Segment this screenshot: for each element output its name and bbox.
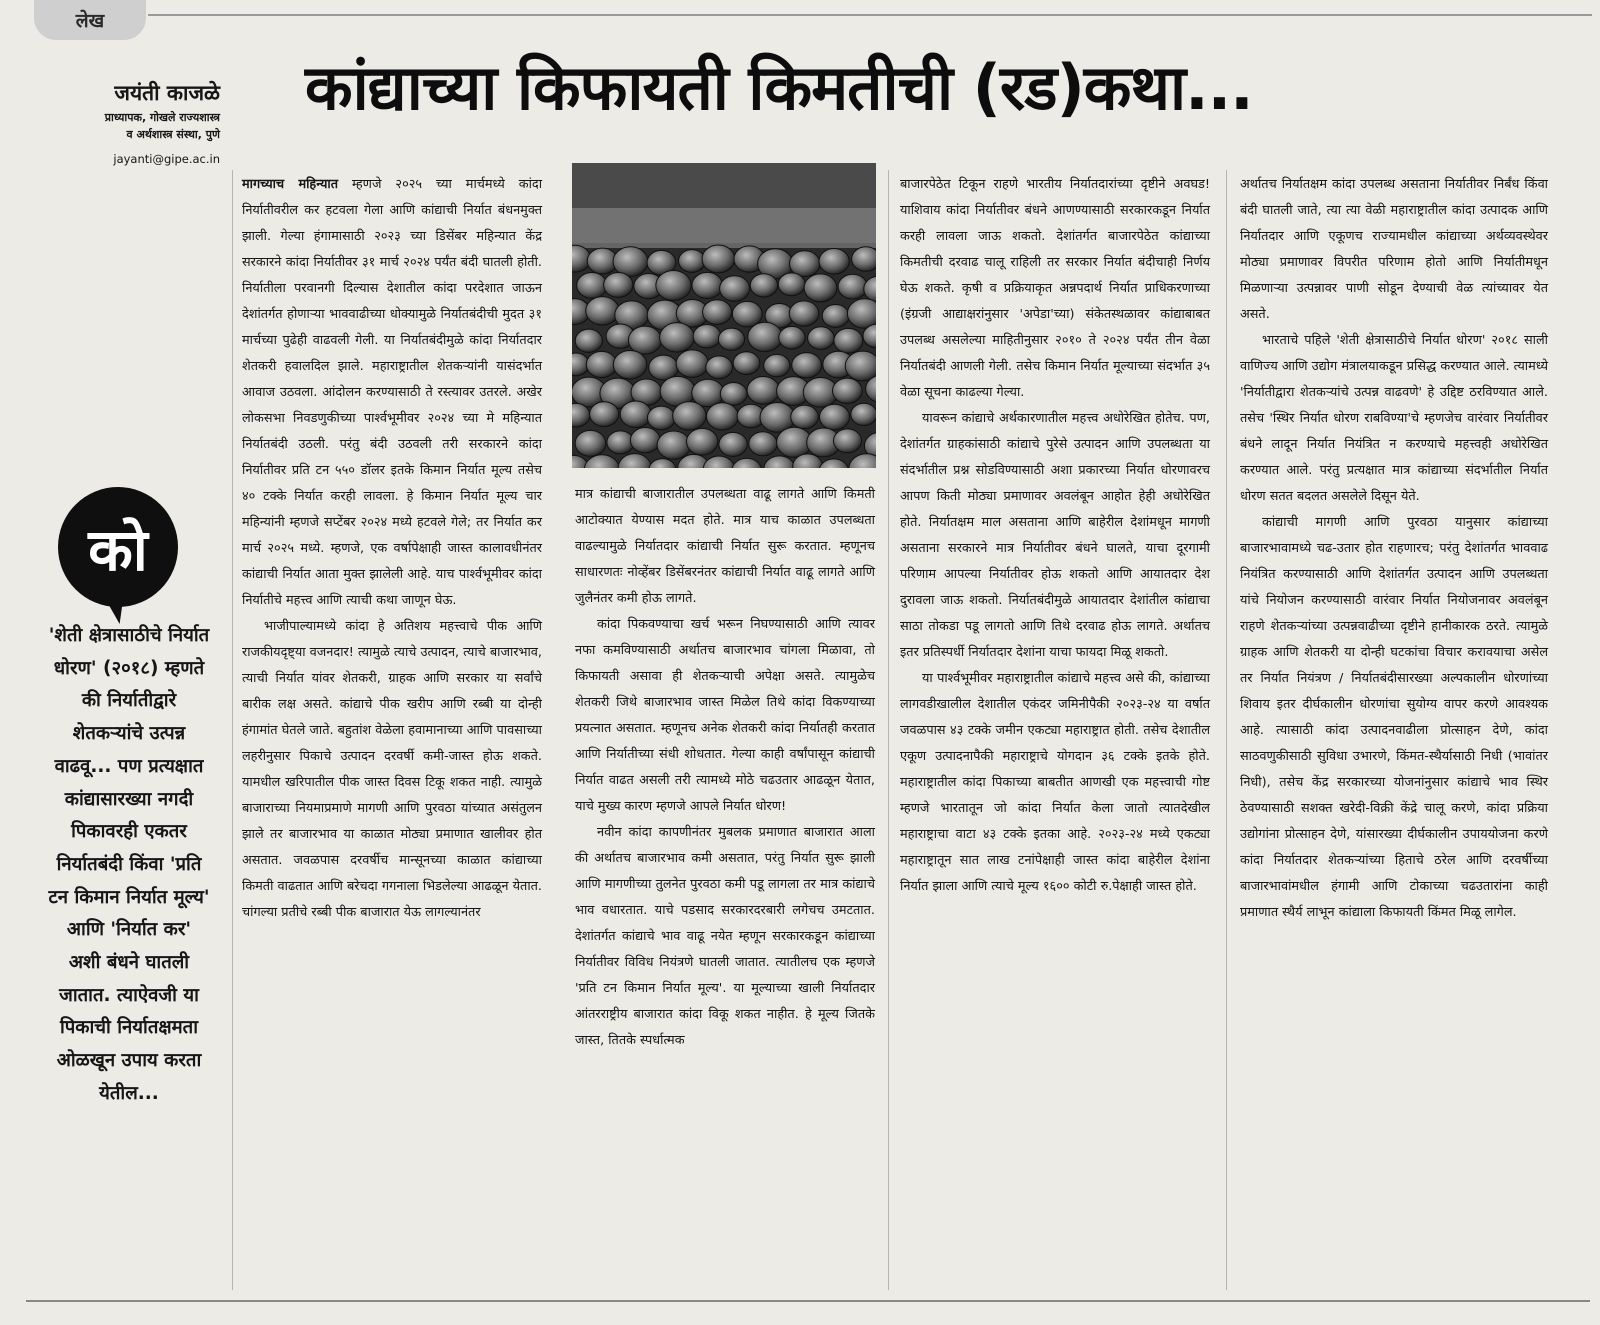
article-column-3 (900, 172, 1210, 900)
article-column-4 (1240, 172, 1548, 926)
onion (834, 328, 863, 353)
pull-quote: 'शेती क्षेत्रासाठीचे निर्यात धोरण' (२०१८) म्हणते की निर्यातीद्वारे शेतकऱ्यांचे उत्पन्न वाढवू... पण प्रत्यक्षात कांद्यासारख्या नगदी पिकावरही एकतर निर्यातबंदी किंवा 'प्रति टन किमान निर्यात मूल्य' आणि 'निर्यात कर' अशी बंधने घातली जातात. त्याऐवजी या पिकाची निर्यातक्षमता ओळखून उपाय करता येतील... (48, 625, 210, 1104)
onion (845, 351, 876, 381)
author-block (60, 80, 220, 167)
onion (720, 382, 747, 405)
column-divider (1226, 170, 1227, 1290)
onion (706, 356, 733, 379)
onion (733, 352, 760, 375)
paragraph: अर्थातच निर्यातक्षम कांदा उपलब्ध असताना निर्यातीवर निर्बंध किंवा बंदी घातली जाते, त्या त्या वेळी महाराष्ट्रातील कांदा उत्पादक आणि निर्यातदार आणि एकूणच राज्यामधील कांद्याच्या अर्थव्यवस्थेवर मोठ्या प्रमाणावर विपरीत परिणाम होतो आणि निर्यातीमधून मिळणाऱ्या उत्पन्नावर पाणी सोडून देण्याची वेळ त्यांच्यावर येत असते. (1240, 177, 1548, 322)
onion (676, 350, 708, 378)
speech-bubble-tail (96, 590, 125, 624)
paragraph: भाजीपाल्यामध्ये कांदा हे अतिशय महत्त्वाचे पीक आणि राजकीयदृष्ट्या वजनदार! त्यामुळे त्याचे उत्पादन, त्याचे बाजारभाव, त्याची निर्यात यांवर शेतकरी, ग्राहक आणि सरकार या सर्वांचे बारीक लक्ष असते. कांद्याचे पीक खरीप आणि रब्बी या दोन्ही हंगामांत घेतले जाते. बहुतांश वेळेला हवामानाच्या आणि पावसाच्या लहरीनुसार पिकाचे उत्पादन दरवर्षी कमी-जास्त होऊ शकते. यामधील खरिपातील पीक जास्त दिवस टिकू शकत नाही. त्यामुळे बाजाराच्या नियमाप्रमाणे मागणी आणि पुरवठा यांच्यात असंतुलन झाले तर बाजारभाव या काळात मोठ्या प्रमाणात खालीवर होत असतात. जवळपास दरवर्षीच मान्सूनच्या काळात कांद्याच्या किमती वाढतात आणि बरेचदा गगनाला भिडलेल्या आढळून येतात. चांगल्या प्रतीचे रब्बी पीक बाजारात येऊ लागल्यानंतर (242, 619, 542, 920)
onion (819, 404, 849, 430)
onion (604, 272, 633, 297)
onion (613, 350, 647, 379)
onion (647, 406, 675, 430)
paragraph: बाजारपेठेत टिकून राहणे भारतीय निर्यातदारांच्या दृष्टीने अवघड! याशिवाय कांदा निर्यातीवर बंधने आणण्यासाठी सरकारकडून निर्यात करही लावला जाऊ शकतो. देशांतर्गत बाजारपेठेत कांद्याच्या किमतीची दरवाढ चालू राहिली तर सरकार निर्यात बंदीचाही निर्णय घेऊ शकते. कृषी व प्रक्रियाकृत अन्नपदार्थ निर्यात प्राधिकरणाच्या (इंग्रजी आद्याक्षरांनुसार 'अपेडा'च्या) संकेतस्थळावर कांद्याबाबत उपलब्ध असलेल्या माहितीनुसार २०१० ते २०२४ पर्यंत तीन वेळा निर्यातबंदी आणली गेली. तसेच किमान निर्यात मूल्याच्या संदर्भात ३५ वेळा सूचना काढल्या गेल्या. (900, 177, 1210, 400)
onion (808, 327, 835, 350)
paragraph: यावरून कांद्याचे अर्थकारणातील महत्त्व अधोरेखित होतेच. पण, देशांतर्गत ग्राहकांसाठी कांद्याचे पुरेसे उत्पादन आणि उपलब्धता या संदर्भातील प्रश्न सोडविण्यासाठी अशा प्रकारच्या निर्यात धोरणावरच आपण किती मोठ्या प्रमाणावर अवलंबून आहोत हेही अधोरेखित होते. निर्यातक्षम माल असताना आणि बाहेरील देशांमधून मागणी असताना सरकारने मात्र निर्यातीवर बंधने घालते, याचा दूरगामी परिणाम आपल्या निर्यातीवर होऊ शकतो आणि आयातदार देश दुरावला जाऊ शकतो. निर्यातबंदीमुळे आयातदार देशांतील कांद्याचा साठा तोकडा पडू लागतो आणि तिथे दरवाढ होऊ लागते. अर्थातच इतर प्रतिस्पर्धी निर्यातदार देशांना याचा फायदा मिळू शकतो. (900, 411, 1210, 660)
onion (575, 329, 602, 352)
column-divider (888, 170, 889, 1290)
paragraph: नवीन कांदा कापणीनंतर मुबलक प्रमाणात बाजारात आला की अर्थातच बाजारभाव कमी असतात, परंतु निर्यात सुरू झाली आणि मागणीच्या तुलनेत पुरवठा कमी पडू लागला तर मात्र कांद्याचे भाव वधारतात. याचे पडसाद सरकारदरबारी लगेचच उमटतात. देशांतर्गत कांद्याचे भाव वाढू नयेत म्हणून सरकारकडून कांद्याच्या निर्यातीवर विविध नियंत्रणे घातली जातात. त्यातीलच एक म्हणजे 'प्रति टन किमान निर्यात मूल्य'. या मूल्याच्या खाली निर्यातदार आंतरराष्ट्रीय बाजारात कांदा विकू शकत नाहीत. हे मूल्य जितके जास्त, तितके स्पर्धात्मक (575, 825, 875, 1048)
onion (657, 431, 690, 459)
top-rule (148, 14, 1592, 16)
onion (586, 297, 619, 325)
onion (660, 323, 695, 352)
author-name: जयंती काजळे (114, 81, 220, 105)
onion (819, 248, 849, 274)
onion (832, 378, 862, 403)
onion (851, 403, 876, 425)
author-title-line2: व अर्थशास्त्र संस्था, पुणे (126, 128, 220, 141)
article-column-1 (242, 172, 542, 926)
onion (847, 299, 876, 329)
onion (607, 431, 634, 454)
section-tab: लेख (34, 0, 146, 40)
onion (590, 402, 619, 427)
onion (791, 405, 819, 428)
headline: कांद्याच्या किफायती किमतीची (रड)कथा... (305, 51, 1253, 124)
onion (720, 276, 750, 302)
onion (586, 351, 617, 377)
onion (693, 324, 721, 348)
onion (764, 354, 790, 376)
bottom-rule (26, 1300, 1590, 1302)
onion (575, 430, 606, 456)
onion (833, 429, 861, 453)
onion (779, 326, 806, 349)
onion (822, 305, 849, 328)
paragraph: भारताचे पहिले 'शेती क्षेत्रासाठीचे निर्यात धोरण' २०१८ साली वाणिज्य आणि उद्योग मंत्रालयाकडून प्रसिद्ध करण्यात आले. त्यामध्ये 'निर्यातीद्वारा शेतकऱ्यांचे उत्पन्न वाढवणे' हे उद्दिष्ट ठरविण्यात आले. तसेच 'स्थिर निर्यात धोरण राबविण्या'चे म्हणजेच वारंवार निर्यातीवर बंधने लादून निर्यात नियंत्रित न करण्याचे महत्त्वही अधोरेखित करण्यात आले. परंतु प्रत्यक्षात मात्र कांद्याच्या संदर्भातील निर्यात धोरण सतत बदलत असलेले दिसून येते. (1240, 333, 1548, 504)
onion (750, 274, 777, 297)
onion (656, 270, 691, 300)
onion (679, 250, 706, 273)
onion (852, 247, 876, 271)
onion (748, 322, 782, 351)
onion (706, 403, 738, 430)
onion (838, 274, 867, 299)
speech-bubble-icon: को (58, 487, 178, 607)
paragraph: कांदा पिकवण्याचा खर्च भरून निघण्यासाठी आणि त्यावर नफा कमविण्यासाठी अर्थातच बाजारभाव चांगला मिळावा, तो किफायती असावा ही शेतकऱ्याची अपेक्षा असते. त्यामुळेच शेतकरी जिथे बाजारभाव जास्त मिळेल तिथे कांदा विकण्याच्या प्रयत्नात असतात. म्हणूनच अनेक शेतकरी कांदा निर्यातही करतात आणि निर्यातीच्या संधी शोधतात. गेल्या काही वर्षांपासून कांद्याची निर्यात वाढत असली तरी त्यामध्ये मोठे चढउतार आढळून येतात, याचे मुख्य कारण म्हणजे आपले निर्यात धोरण! (575, 617, 875, 814)
lead-in: मागच्याच महिन्यात (242, 177, 339, 192)
paragraph: या पार्श्वभूमीवर महाराष्ट्रातील कांद्याचे महत्त्व असे की, कांद्याच्या लागवडीखालील देशातील एकंदर जमिनीपैकी २०२३-२४ या वर्षात जवळपास ४३ टक्के जमीन एकट्या महाराष्ट्रात होती. तसेच देशातील एकूण उत्पादनापैकी महाराष्ट्राचे योगदान ३६ टक्के इतके होते. महाराष्ट्रातील कांदा पिकाच्या बाबतीत आणखी एक महत्त्वाची गोष्ट म्हणजे भारतातून जो कांदा निर्यात केला जातो त्यातदेखील महाराष्ट्राचा वाटा ४३ टक्के इतका आहे. २०२३-२४ मध्ये एकट्या महाराष्ट्रातून सात लाख टनांपेक्षाही जास्त कांदा बाहेरील देशांना निर्यात झाला आणि त्याचे मूल्य १६०० कोटी रु.पेक्षाही जास्त होते. (900, 671, 1210, 894)
author-title (60, 109, 220, 143)
author-title-line1: प्राध्यापक, गोखले राज्यशास्त्र (104, 111, 220, 124)
paragraph (242, 172, 542, 614)
onion (692, 272, 723, 298)
onion (620, 401, 651, 427)
onion (628, 326, 661, 354)
paragraph: मात्र कांद्याची बाजारातील उपलब्धता वाढू लागते आणि किमती आटोक्यात येण्यास मदत होते. मात्र याच काळात उपलब्धता वाढल्यामुळे निर्यातदार कांद्याची निर्यात सुरू करतात. म्हणूनच साधारणतः नोव्हेंबर डिसेंबरनंतर कांद्याची निर्यात वाढू लागते आणि जुलैनंतर कमी होऊ लागते. (575, 487, 875, 606)
onion (673, 402, 706, 430)
article-column-2 (575, 482, 875, 1054)
onion (749, 432, 777, 456)
paragraph-text: म्हणजे २०२५ च्या मार्चमध्ये कांदा निर्यातीवरील कर हटवला गेला आणि कांद्याची निर्यात बंधनमुक्त झाली. गेल्या हंगामासाठी २०२३ च्या डिसेंबर महिन्यात केंद्र सरकारने कांदा निर्यातीवर ३१ मार्च २०२४ पर्यंत बंदी घातली होती. निर्यातीला परवानगी दिल्यास देशातील कांदा परदेशात जाऊन देशांतर्गत होणाऱ्या भाववाढीच्या धोक्यामुळे निर्यातबंदीची मुदत ३१ मार्चच्या पुढेही वाढवली गेली. या निर्यातबंदीमुळे कांदा निर्यातदार शेतकरी हवालदिल झाले. महाराष्ट्रातील शेतकऱ्यांनी यासंदर्भात आवाज उठवला. आंदोलन करण्यासाठी ते रस्त्यावर उतरले. अखेर लोकसभा निवडणुकीच्या पार्श्वभूमीवर २०२४ च्या मे महिन्यात निर्यातबंदी उठली. परंतु बंदी उठवली तरी सरकारने कांदा निर्यातीवर प्रति टन ५५० डॉलर इतके किमान निर्यात मूल्य तसेच ४० टक्के निर्यात करही लावला. हे किमान निर्यात मूल्य चार महिन्यांनी म्हणजे सप्टेंबर २०२४ मध्ये हटवले गेले; तर निर्यात कर मार्च २०२५ मध्ये. म्हणजे, एक वर्षापेक्षाही जास्त कालावधीनंतर कांद्याची निर्यात आता मुक्त झालेली आहे. याच पार्श्वभूमीवर कांदा निर्यातीचे महत्त्व आणि त्याची कथा जाणून घेऊ. (242, 177, 543, 608)
onion (804, 274, 837, 302)
onion (702, 245, 735, 273)
onion (747, 377, 780, 405)
paragraph: कांद्याची मागणी आणि पुरवठा यानुसार कांद्याच्या बाजारभावामध्ये चढ-उतार होत राहणारच; परंतु देशांतर्गत भाववाढ नियंत्रित करण्यासाठी आणि देशांतर्गत उत्पादन आणि उपलब्धता यांचे नियोजन करण्यासाठी वारंवार निर्यात नियोजनावर अवलंबून राहणे शेतकऱ्यांच्या उत्पन्नवाढीच्या दृष्टीने हानीकारक ठरते. त्यामुळे ग्राहक आणि शेतकरी या दोन्ही घटकांचा विचार करावयाचा असेल तर निर्यात नियंत्रण / निर्यातबंदीसारख्या अल्पकालीन धोरणांच्या शिवाय इतर दीर्घकालीन धोरणांचा सुयोग्य वापर करणे आवश्यक आहे. त्यासाठी कांदा उत्पादनवाढीला प्रोत्साहन देणे, कांदा साठवणुकीसाठी सुविधा उभारणे, किंमत-स्थैर्यासाठी निधी (भावांतर निधी), तसेच केंद्र सरकारच्या योजनांनुसार कांद्याचे भाव स्थिर ठेवण्यासाठी सशक्त खरेदी-विक्री केंद्रे चालू करणे, कांदा प्रक्रिया उद्योगांना प्रोत्साहन देणे, यांसारख्या दीर्घकालीन उपाययोजना करणे कांदा निर्यातदार शेतकऱ्यांच्या हिताचे ठरेल आणि दरवर्षीच्या बाजारभावांमधील हंगामी आणि टोकाच्या चढउतारांना काही प्रमाणात स्थैर्य लाभून कांद्याला किफायती किंमत मिळू लागेल. (1240, 515, 1548, 920)
onion (789, 301, 819, 326)
onion (630, 427, 660, 452)
onion (778, 273, 805, 296)
onion (719, 432, 747, 456)
onion (792, 353, 822, 378)
onion (718, 328, 744, 350)
onion (577, 272, 607, 298)
onion-pile-photo (572, 163, 876, 468)
onion (613, 247, 648, 277)
column-divider (232, 170, 233, 1290)
author-email[interactable]: jayanti@gipe.ac.in (113, 152, 220, 166)
onion-pile-icon (572, 163, 876, 468)
onion (703, 300, 732, 325)
onion (686, 428, 717, 455)
